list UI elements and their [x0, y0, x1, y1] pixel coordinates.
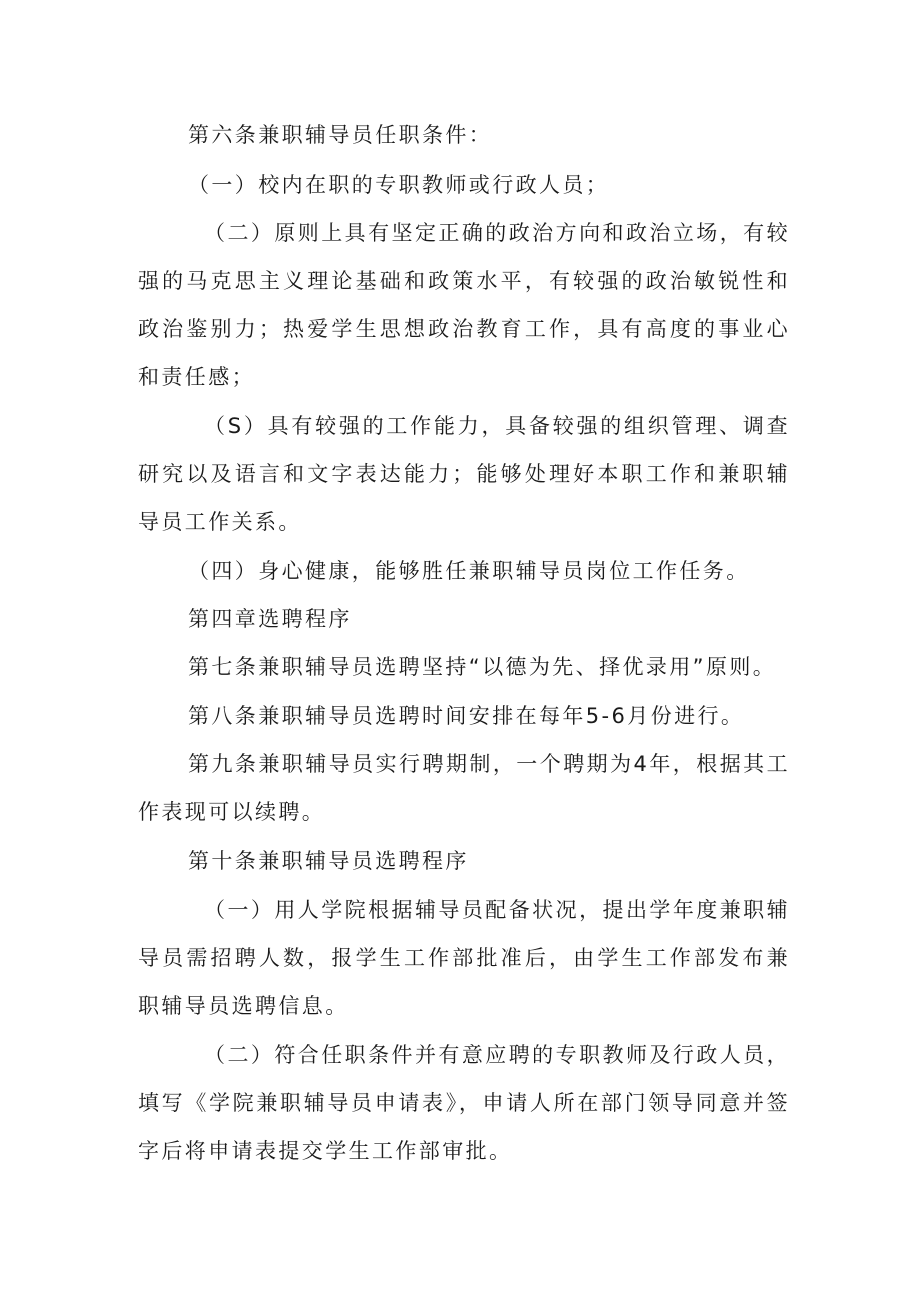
chapter-4-heading: 第四章选聘程序: [188, 607, 352, 631]
article-10-heading: 第十条兼职辅导员选聘程序: [188, 849, 469, 873]
article-8: 第八条兼职辅导员选聘时间安排在每年5-6月份进行。: [188, 704, 745, 728]
article-7: 第七条兼职辅导员选聘坚持“以德为先、择优录用”原则。: [188, 655, 777, 679]
article-10-item-2: （二）符合任职条件并有意应聘的专职教师及行政人员，填写《学院兼职辅导员申请表》，申请人所在部门领导同意并签字后将申请表提交学生工作部审批。: [138, 1043, 790, 1163]
article-9: 第九条兼职辅导员实行聘期制，一个聘期为4年，根据其工作表现可以续聘。: [138, 752, 790, 824]
article-6-heading: 第六条兼职辅导员任职条件：: [188, 123, 493, 147]
article-6-item-3: （S）具有较强的工作能力，具备较强的组织管理、调查研究以及语言和文字表达能力；能够处理好本职工作和兼职辅导员工作关系。: [138, 414, 790, 534]
article-6-item-2: （二）原则上具有坚定正确的政治方向和政治立场，有较强的马克思主义理论基础和政策水平，有较强的政治敏锐性和政治鉴别力；热爱学生思想政治教育工作，具有高度的事业心和责任感；: [138, 221, 790, 389]
article-10-item-1: （一）用人学院根据辅导员配备状况，提出学年度兼职辅导员需招聘人数，报学生工作部批准后，由学生工作部发布兼职辅导员选聘信息。: [138, 898, 790, 1018]
article-6-item-1: （一）校内在职的专职教师或行政人员；: [188, 173, 610, 197]
article-6-item-4: （四）身心健康，能够胜任兼职辅导员岗位工作任务。: [188, 559, 750, 583]
